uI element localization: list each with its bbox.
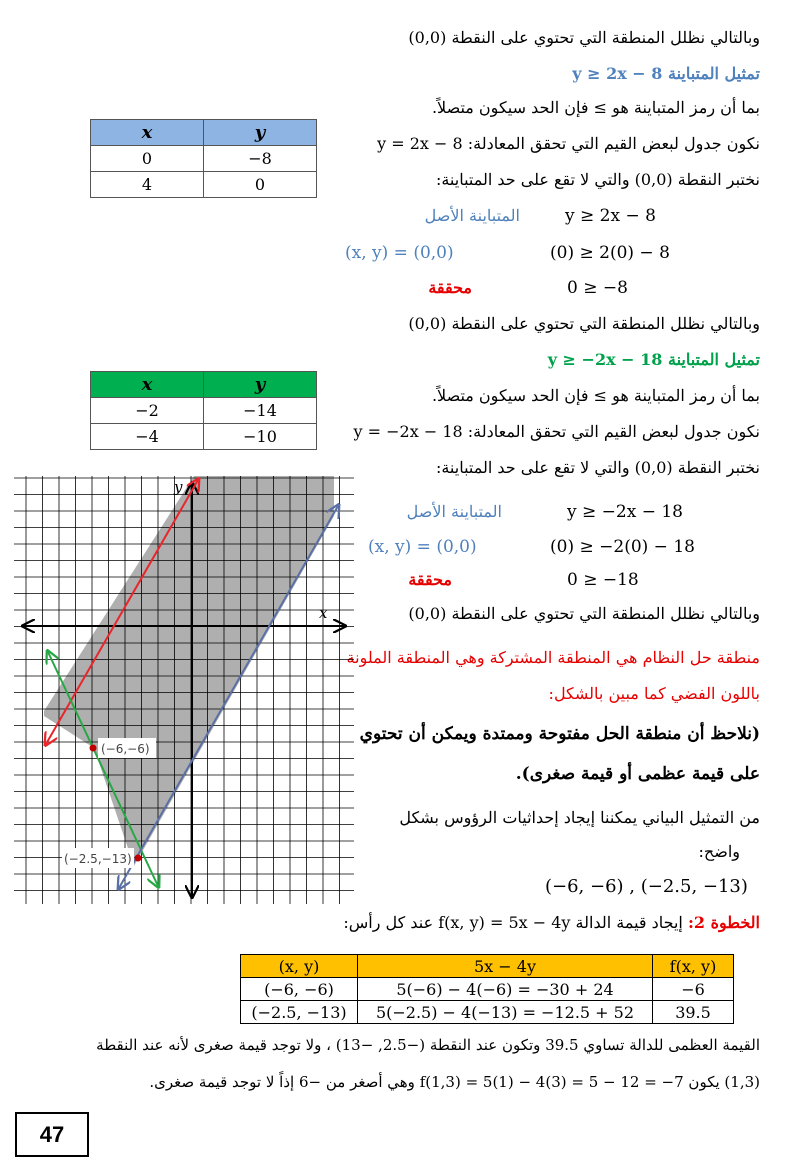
- s2-ineq-original: y ≥ −2x − 18: [567, 502, 683, 522]
- solution-note-line1: (نلاحظ أن منطقة الحل مفتوحة وممتدة ويمكن أن تحتوي: [359, 724, 760, 744]
- solution-note-line2: على قيمة عظمى أو قيمة صغرى).: [515, 764, 760, 784]
- section1-line3: نختبر النقطة (0,0) والتي لا تقع على حد المتباينة:: [435, 170, 760, 189]
- s2-note-satisfied: محققة: [408, 570, 452, 589]
- solution-red-line1: منطقة حل النظام هي المنطقة المشتركة وهي المنطقة الملونة: [346, 648, 760, 667]
- section2-value-table: [90, 371, 317, 450]
- conclusion-line2: (1,3) يكون f(1,3) = 5(1) − 4(3) = 5 − 12 = −7 وهي أصغر من −6 إذاً لا توجد قيمة صغرى.: [149, 1073, 760, 1091]
- ftable-cell: (−2.5, −13): [241, 1001, 358, 1024]
- s1-note-satisfied: محققة: [428, 278, 472, 297]
- solution-red-line2: باللون الفضي كما مبين بالشكل:: [548, 684, 760, 703]
- vertex-point: [90, 745, 97, 752]
- step2-line: [343, 913, 760, 933]
- y-axis-label: y: [174, 478, 183, 496]
- s1-note-original: المتباينة الأصل: [424, 206, 520, 225]
- vertex-point: [135, 855, 142, 862]
- section2-title: تمثيل المتباينة y ≥ −2x − 18: [547, 350, 760, 369]
- ftable-header: 5x − 4y: [358, 955, 653, 978]
- section1-line2: نكون جدول لبعض القيم التي تحقق المعادلة: y = 2x − 8: [377, 134, 760, 153]
- ftable-cell: 5(−2.5) − 4(−13) = −12.5 + 52: [358, 1001, 653, 1024]
- s2-table-cell: −10: [204, 424, 317, 450]
- section2-line1: بما أن رمز المتباينة هو ≥ فإن الحد سيكون متصلاً.: [431, 386, 760, 405]
- s2-note-original: المتباينة الأصل: [406, 502, 502, 521]
- vertex-label: (−2.5,−13): [64, 852, 132, 866]
- section2-shade-text: وبالتالي نظلل المنطقة التي تحتوي على النقطة (0,0): [408, 604, 760, 623]
- ftable-header: f(x, y): [653, 955, 734, 978]
- section1-shade-text: وبالتالي نظلل المنطقة التي تحتوي على النقطة (0,0): [408, 314, 760, 333]
- system-graph: [14, 476, 354, 904]
- function-value-table: [240, 954, 734, 1024]
- s1-ineq-original: y ≥ 2x − 8: [565, 206, 656, 226]
- s1-table-cell: 0: [204, 172, 317, 198]
- ftable-cell: −6: [653, 978, 734, 1001]
- section2-line2: نكون جدول لبعض القيم التي تحقق المعادلة: y = −2x − 18: [353, 422, 760, 441]
- s2-table-header-x: x: [91, 372, 204, 398]
- s2-table-cell: −4: [91, 424, 204, 450]
- s1-table-cell: −8: [204, 146, 317, 172]
- s1-table-cell: 0: [91, 146, 204, 172]
- ftable-cell: 5(−6) − 4(−6) = −30 + 24: [358, 978, 653, 1001]
- section2-line3: نختبر النقطة (0,0) والتي لا تقع على حد المتباينة:: [435, 458, 760, 477]
- s2-table-cell: −2: [91, 398, 204, 424]
- step2-text: إيجاد قيمة الدالة f(x, y) = 5x − 4y عند كل رأس:: [343, 913, 683, 932]
- s1-table-header-y: y: [204, 120, 317, 146]
- ftable-cell: (−6, −6): [241, 978, 358, 1001]
- step2-label: الخطوة 2:: [687, 913, 760, 932]
- s2-ineq-result: 0 ≥ −18: [567, 570, 639, 590]
- ftable-cell: 39.5: [653, 1001, 734, 1024]
- page-number: 47: [15, 1112, 89, 1157]
- vertices-intro-line1: من التمثيل البياني يمكننا إيجاد إحداثيات الرؤوس بشكل: [399, 808, 760, 827]
- conclusion-line1: القيمة العظمى للدالة تساوي 39.5 وتكون عند النقطة (−2.5, −13) ، ولا توجد قيمة صغرى لأنه عند النقطة: [96, 1036, 760, 1054]
- s2-ineq-sub: (0) ≥ −2(0) − 18: [550, 537, 695, 557]
- section1-line1: بما أن رمز المتباينة هو ≥ فإن الحد سيكون متصلاً.: [431, 98, 760, 117]
- s1-ineq-sub: (0) ≥ 2(0) − 8: [550, 243, 670, 263]
- s1-ineq-result: 0 ≥ −8: [567, 278, 628, 298]
- section1-title: تمثيل المتباينة y ≥ 2x − 8: [572, 64, 760, 83]
- section1-value-table: [90, 119, 317, 198]
- s1-note-point: (x, y) = (0,0): [345, 243, 454, 263]
- vertices-list: (−6, −6) , (−2.5, −13): [545, 876, 748, 897]
- x-axis-label: x: [319, 604, 328, 622]
- ftable-header: (x, y): [241, 955, 358, 978]
- vertices-intro-line2: واضح:: [698, 842, 740, 861]
- s2-table-cell: −14: [204, 398, 317, 424]
- s1-table-cell: 4: [91, 172, 204, 198]
- intro-shade-text: وبالتالي نظلل المنطقة التي تحتوي على النقطة (0,0): [408, 28, 760, 47]
- s2-table-header-y: y: [204, 372, 317, 398]
- s1-table-header-x: x: [91, 120, 204, 146]
- vertex-label: (−6,−6): [101, 742, 150, 756]
- s2-note-point: (x, y) = (0,0): [368, 537, 477, 557]
